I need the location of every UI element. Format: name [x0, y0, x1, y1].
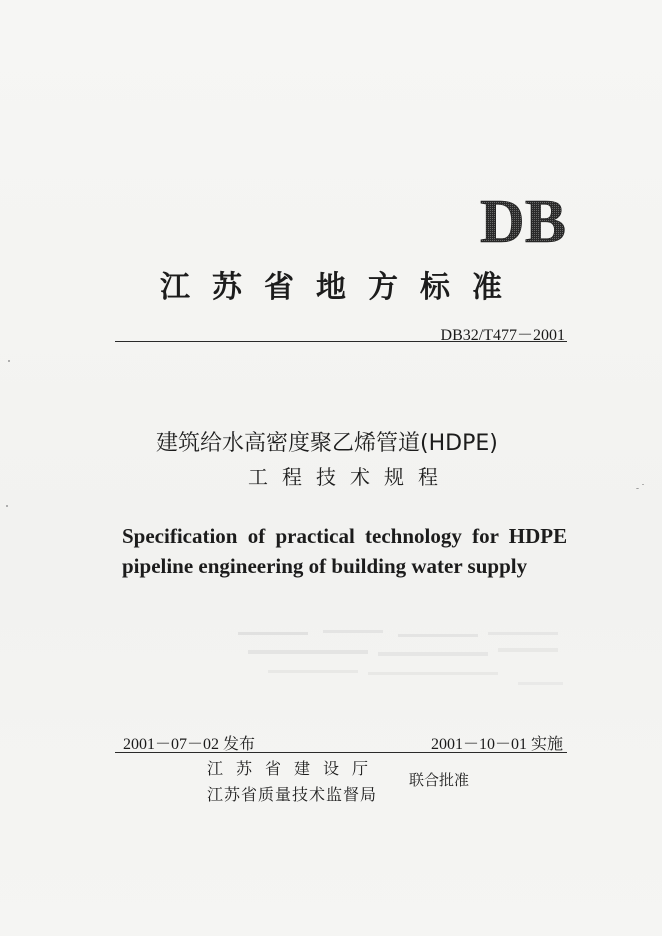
- db-logo: [478, 190, 568, 250]
- issue-date: 2001－07－02 发布: [123, 736, 256, 753]
- scan-speck: [642, 484, 644, 485]
- issuer-construction-department: 江苏省建设厅: [207, 759, 382, 778]
- english-title-line2: pipeline engineering of building water supply: [122, 554, 528, 578]
- standard-code: DB32/T477－2001: [440, 327, 565, 344]
- db-logo-text: DB: [479, 190, 567, 250]
- english-title-line1: Specification of practical technology for HDPE: [122, 524, 568, 548]
- standard-category: 江苏省地方标准: [160, 270, 524, 305]
- footer-divider: [115, 752, 567, 753]
- scan-speck: [6, 505, 8, 507]
- header-divider: [115, 341, 567, 342]
- issuer-quality-bureau: 江苏省质量技术监督局: [207, 785, 378, 804]
- scan-speck: [636, 488, 639, 489]
- db-logo-graphic: [478, 190, 568, 250]
- implementation-date: 2001－10－01 实施: [430, 736, 563, 753]
- scan-speck: [8, 360, 10, 362]
- faded-watermark: [228, 622, 578, 697]
- joint-approval: 联合批准: [409, 771, 470, 789]
- chinese-title-line1: 建筑给水高密度聚乙烯管道(HDPE): [156, 431, 498, 456]
- issuers-block: [207, 756, 381, 808]
- chinese-title-line2: 工程技术规程: [248, 465, 452, 489]
- english-title: [122, 521, 572, 581]
